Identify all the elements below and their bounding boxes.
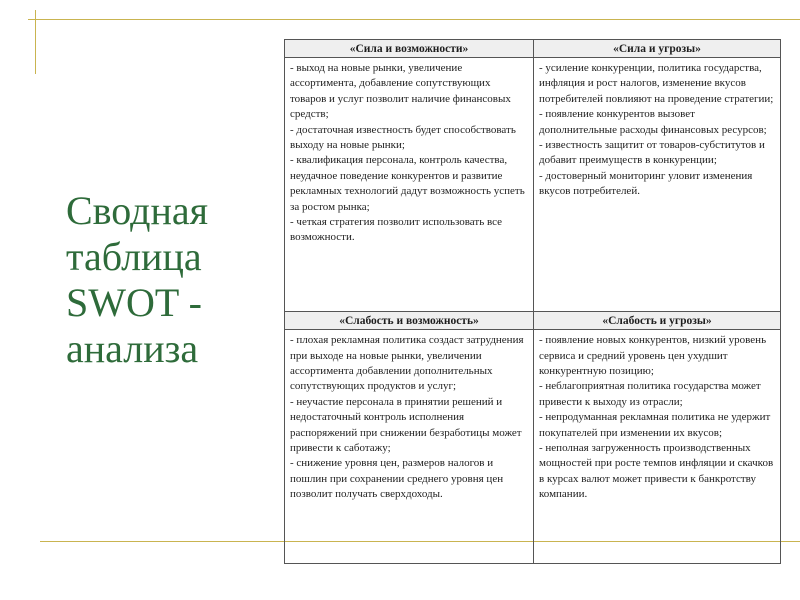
list-item: - неполная загруженность производственных мощностей при росте темпов инфляции и скачков в курсах валют может привести к банкротству компании. [539,442,774,501]
frame-line-left [35,10,36,74]
list-item: - четкая стратегия позволит использовать все возможности. [290,216,503,244]
list-item: - квалификация персонала, контроль качества, неудачное поведение конкурентов и развитие рекламных технологий дадут возможность успеть за ростом рынка; [290,154,525,213]
list-item: - известность защитит от товаров-субститутов и добавит преимуществ в конкуренции; [539,139,765,167]
list-item: - неблагоприятная политика государства может привести к выходу из отрасли; [539,380,761,408]
content-row-bottom [285,330,781,564]
header-strengths-threats: «Сила и угрозы» [534,40,781,58]
list-item: - плохая рекламная политика создаст затруднения при выходе на новые рынки, увеличении ассортимента добавлении дополнительных сопутствующих продуктов и услуг; [290,334,524,393]
cell-weaknesses-opportunities [285,330,534,564]
cell-weaknesses-threats [534,330,781,564]
content-row-top [285,58,781,312]
list-item: - достаточная известность будет способствовать выходу на новые рынки; [290,123,516,152]
slide-title: Сводная таблица SWOT - анализа [66,188,209,371]
list-item: - непродуманная рекламная политика не удержит покупателей при изменении их вкусов; [539,411,771,439]
list-item: - усиление конкуренции, политика государства, инфляция и рост налогов, изменение вкусов потребителей повлияют на проведение стратегии; [539,62,774,105]
list-item: - достоверный мониторинг уловит изменения вкусов потребителей. [539,169,753,198]
cell-strengths-opportunities [285,58,534,312]
list-item: - неучастие персонала в принятии решений и недостаточный контроль исполнения распоряжений при снижении безработицы может привести к саботажу; [290,395,522,455]
cell-strengths-threats [534,58,781,312]
header-row-bottom [285,312,781,330]
header-weaknesses-threats: «Слабость и угрозы» [534,312,781,330]
header-strengths-opportunities: «Сила и возможности» [285,40,534,58]
header-weaknesses-opportunities: «Слабость и возможность» [285,312,534,330]
list-item: - появление конкурентов вызовет дополнительные расходы финансовых ресурсов; [539,108,767,136]
frame-line-top [28,19,800,20]
list-item: - появление новых конкурентов, низкий уровень сервиса и средний уровень цен ухудшит конкурентную позицию; [539,334,767,378]
list-item: - выход на новые рынки, увеличение ассортимента, добавление сопутствующих товаров и услуг позволит наличие финансовых средств; [290,62,511,121]
header-row-top [285,40,781,58]
list-item: - снижение уровня цен, размеров налогов и пошлин при сохранении среднего уровня цен позволит получать сверхдоходы. [290,457,504,501]
swot-table [284,39,781,564]
